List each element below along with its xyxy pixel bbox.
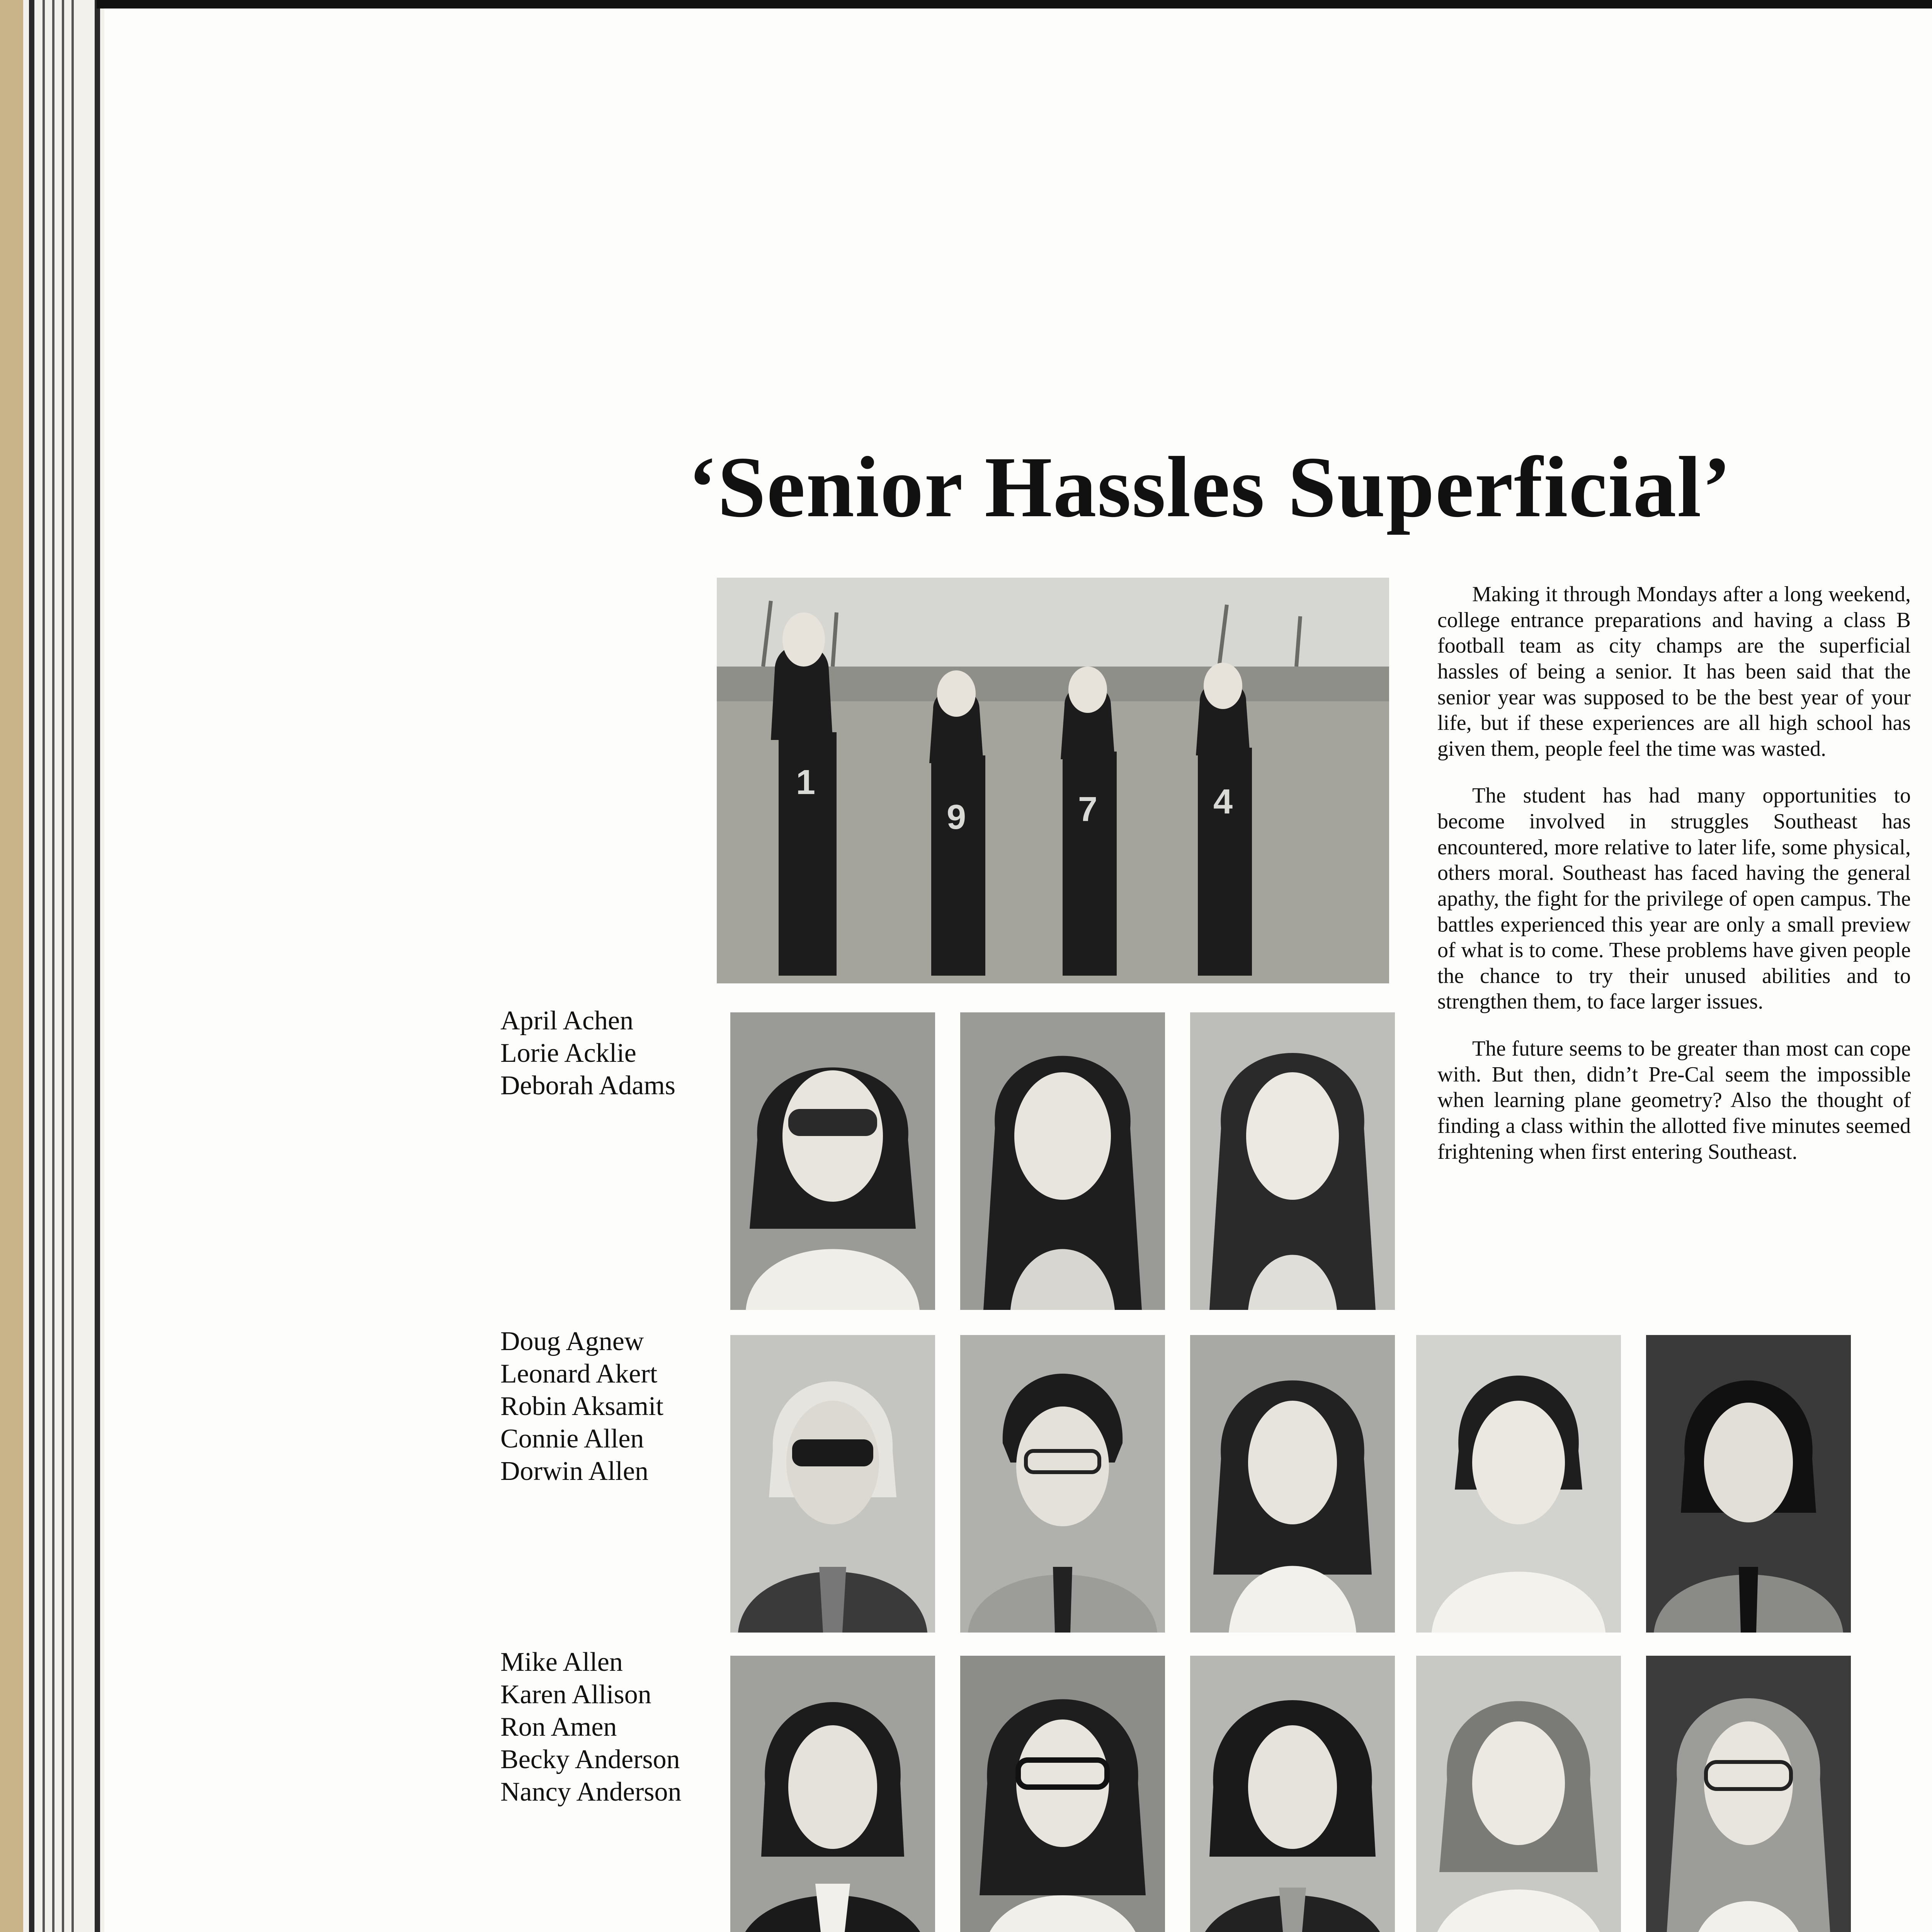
student-portrait xyxy=(730,1656,935,1932)
binding-line xyxy=(62,0,64,1932)
student-name: Doug Agnew xyxy=(500,1327,644,1356)
binding-line xyxy=(95,0,100,1932)
article-body xyxy=(1437,582,1911,1186)
student-name: Becky Anderson xyxy=(500,1745,680,1774)
student-portrait xyxy=(730,1335,935,1633)
page-stack-edge xyxy=(0,0,23,1932)
binding-line xyxy=(52,0,54,1932)
name-list-row-2 xyxy=(500,1325,717,1488)
student-portrait xyxy=(960,1656,1165,1932)
name-list-row-3 xyxy=(500,1646,717,1808)
student-name: Mike Allen xyxy=(500,1647,623,1677)
student-portrait xyxy=(960,1335,1165,1633)
student-name: Connie Allen xyxy=(500,1424,644,1454)
student-portrait xyxy=(960,1012,1165,1310)
student-portrait xyxy=(1646,1335,1851,1633)
article-paragraph: The student has had many opportunities to become involved in struggles Southeast has encountered, more relative to later life, some physical, others moral. Southeast has faced having the general apathy, the fight for the privilege of open campus. The battles experienced this year are only a small preview of what is to come. These problems have given people the chance to try their unused abilities and to strengthen them, to face larger issues. xyxy=(1437,784,1911,1014)
article-paragraph: Making it through Mondays after a long weekend, college entrance preparations and having a class B football team as city champs are the superficial hassles of being a senior. It has been said that the senior year was supposed to be the best year of your life, but if these experiences are all high school has given them, people feel the time was wasted. xyxy=(1437,582,1911,761)
student-name: Lorie Acklie xyxy=(500,1038,636,1068)
binding-line xyxy=(43,0,45,1932)
student-portrait xyxy=(1190,1335,1395,1633)
name-list-row-1 xyxy=(500,1005,717,1102)
page-title: ‘Senior Hassles Superficial’ xyxy=(688,439,1732,535)
student-name: Nancy Anderson xyxy=(500,1777,682,1807)
article-paragraph: The future seems to be greater than most can cope with. But then, didn’t Pre-Cal seem the impossible when learning plane geometry? Also the thought of finding a class within the allotted five minutes seemed frightening when first entering Southeast. xyxy=(1437,1037,1911,1164)
jersey-number: 9 xyxy=(947,798,966,837)
student-name: Robin Aksamit xyxy=(500,1391,663,1421)
student-portrait xyxy=(1416,1335,1621,1633)
book-binding xyxy=(0,0,104,1932)
student-portrait xyxy=(1416,1656,1621,1932)
student-name: Ron Amen xyxy=(500,1712,617,1742)
jersey-number: 1 xyxy=(796,763,816,802)
binding-line xyxy=(71,0,74,1932)
student-name: April Achen xyxy=(500,1006,634,1036)
jersey-number: 7 xyxy=(1078,790,1098,829)
student-portrait xyxy=(1646,1656,1851,1932)
binding-line xyxy=(29,0,34,1932)
student-name: Deborah Adams xyxy=(500,1071,675,1100)
student-portrait xyxy=(730,1012,935,1310)
student-name: Leonard Akert xyxy=(500,1359,658,1389)
group-photo xyxy=(717,578,1389,983)
jersey-number: 4 xyxy=(1213,782,1233,821)
student-name: Karen Allison xyxy=(500,1680,651,1709)
student-portrait xyxy=(1190,1012,1395,1310)
top-edge xyxy=(97,0,1932,9)
student-portrait xyxy=(1190,1656,1395,1932)
student-name: Dorwin Allen xyxy=(500,1456,649,1486)
